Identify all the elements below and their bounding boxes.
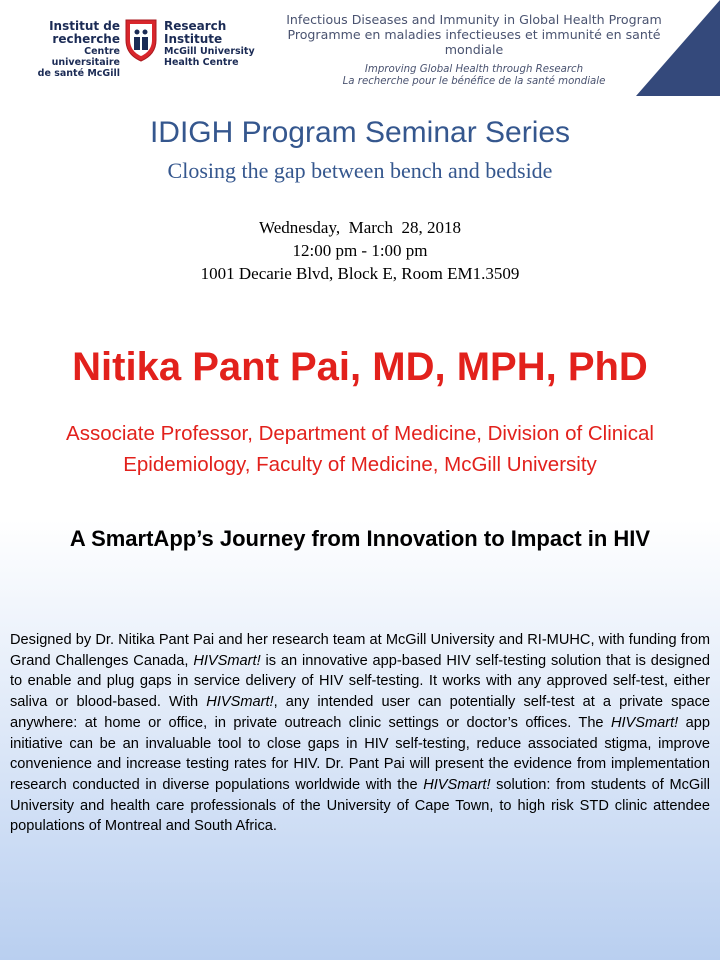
affiliation-line2: Epidemiology, Faculty of Medicine, McGill University <box>123 453 597 476</box>
corner-triangle-decoration <box>636 0 720 96</box>
app-name: HIVSmart! <box>610 714 679 731</box>
abstract-text-1: Designed by Dr. Nitika Pant Pai and her research team at McGill University and RI-MUHC, with funding from Grand Challenges Canada, <box>10 632 710 669</box>
program-name-fr: Programme en maladies infectieuses et immunité en santé mondiale <box>287 27 661 57</box>
ri-muhc-logo-english <box>164 20 274 68</box>
abstract-text-4: app initiative can be an invaluable tool to close gaps in HIV self-testing, reduce associated stigma, improve convenience and increase testing rates for HIV. Dr. Pant Pai will present the evidence from implementation research conducted in diverse populations worldwide with the <box>10 714 710 793</box>
affiliation-line1: Associate Professor, Department of Medicine, Division of Clinical <box>66 422 654 445</box>
abstract-text-2: is an innovative app-based HIV self-testing solution that is designed to enable and plug gaps in service delivery of HIV self-testing. It works with any approved self-test, either saliva or blood-based. With <box>10 652 710 711</box>
abstract-text-5: solution: from students of McGill University and health care professionals of the University of Cape Town, to high risk STD clinic attendee populations of Montreal and South Africa. <box>10 776 710 835</box>
logo-right-line2: Institute <box>164 32 223 46</box>
program-header <box>284 12 664 88</box>
event-location: 1001 Decarie Blvd, Block E, Room EM1.3509 <box>200 264 520 283</box>
abstract-paragraph <box>10 630 710 837</box>
series-title: IDIGH Program Seminar Series <box>149 116 571 149</box>
app-name: HIVSmart! <box>423 776 491 793</box>
program-tagline-en: Improving Global Health through Research <box>364 64 584 75</box>
series-subtitle: Closing the gap between bench and bedside <box>167 158 553 183</box>
logo-left-line3: Centre universitaire <box>51 46 120 68</box>
app-name: HIVSmart! <box>206 694 274 711</box>
logo-left-line4: de santé McGill <box>37 68 120 79</box>
speaker-affiliation <box>0 418 720 480</box>
program-name-en: Infectious Diseases and Immunity in Global Health Program <box>286 12 662 27</box>
logo-left-line2: recherche <box>52 32 120 46</box>
muhc-crest-icon <box>124 18 158 62</box>
logo-left-line1: Institut de <box>49 19 120 33</box>
logo-right-line3: McGill University <box>164 46 255 57</box>
app-name: HIVSmart! <box>193 652 261 669</box>
abstract-text-3: , any intended user can potentially self-test at a private space anywhere: at home or office, in private outreach clinic settings or doctor’s offices. The <box>10 694 711 731</box>
logo-right-line4: Health Centre <box>164 57 239 68</box>
event-date: Wednesday, March 28, 2018 <box>259 218 461 237</box>
logo-right-line1: Research <box>164 19 227 33</box>
event-time: 12:00 pm - 1:00 pm <box>292 241 428 260</box>
talk-title: A SmartApp’s Journey from Innovation to Impact in HIV <box>69 526 651 551</box>
program-tagline-fr: La recherche pour le bénéfice de la santé mondiale <box>342 76 606 87</box>
ri-muhc-logo-french <box>28 20 120 79</box>
event-details <box>0 216 720 285</box>
speaker-name: Nitika Pant Pai, MD, MPH, PhD <box>72 345 648 389</box>
